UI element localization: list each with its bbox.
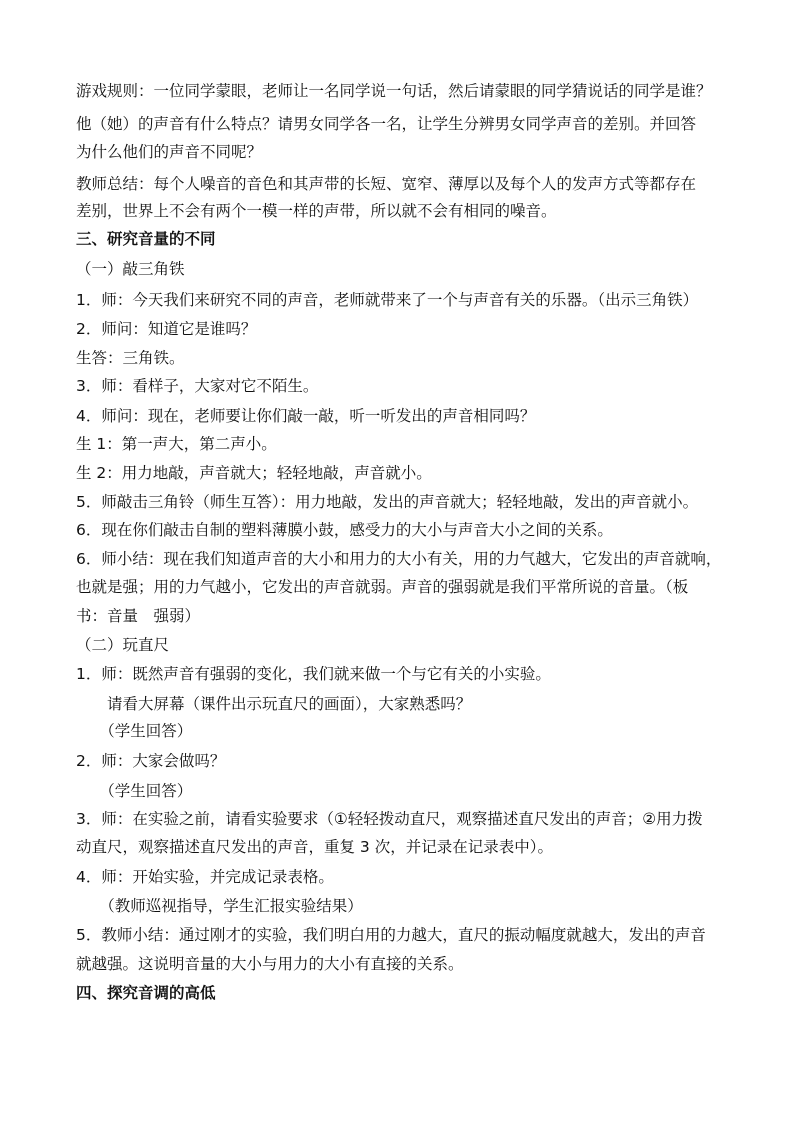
- text-line: 生 1：第一声大，第二声小。: [76, 435, 277, 453]
- text-line: 请看大屏幕（课件出示玩直尺的画面），大家熟悉吗？: [76, 695, 472, 713]
- text-line: 4．师：开始实验，并完成记录表格。: [76, 868, 334, 886]
- text-line: 就越强。这说明音量的大小与用力的大小有直接的关系。: [76, 955, 464, 973]
- text-line: 生答：三角铁。: [76, 349, 185, 367]
- text-line: 1．师：既然声音有强弱的变化，我们就来做一个与它有关的小实验。: [76, 665, 551, 683]
- text-line: （教师巡视指导，学生汇报实验结果）: [76, 897, 363, 915]
- text-line: 他（她）的声音有什么特点？请男女同学各一名，让学生分辨男女同学声音的差别。并回答: [76, 115, 697, 133]
- text-line: 教师总结：每个人噪音的音色和其声带的长短、宽窄、薄厚以及每个人的发声方式等都存在: [76, 175, 697, 193]
- text-line: 6．现在你们敲击自制的塑料薄膜小鼓，感受力的大小与声音大小之间的关系。: [76, 521, 613, 539]
- text-line: （学生回答）: [76, 782, 193, 800]
- text-line: 5．师敲击三角铃（师生互答）：用力地敲，发出的声音就大；轻轻地敲，发出的声音就小。: [76, 493, 699, 511]
- text-line: 4．师问：现在，老师要让你们敲一敲，听一听发出的声音相同吗？: [76, 407, 536, 425]
- text-line: （二）玩直尺: [76, 636, 170, 654]
- text-line: 5．教师小结：通过刚才的实验，我们明白用的力越大，直尺的振动幅度就越大，发出的声音: [76, 926, 706, 944]
- text-line: 也就是强；用的力气越小，它发出的声音就弱。声音的强弱就是我们平常所说的音量。（板: [76, 578, 689, 596]
- text-line: 为什么他们的声音不同呢？: [76, 143, 263, 161]
- text-line: 3．师：在实验之前，请看实验要求（①轻轻拨动直尺，观察描述直尺发出的声音；②用力拨: [76, 810, 703, 828]
- section-heading: 三、研究音量的不同: [76, 230, 216, 248]
- text-line: 2．师：大家会做吗？: [76, 752, 226, 770]
- text-line: 2．师问：知道它是谁吗？: [76, 320, 257, 338]
- text-line: 3．师：看样子，大家对它不陌生。: [76, 377, 319, 395]
- text-line: 生 2：用力地敲，声音就大；轻轻地敲，声音就小。: [76, 464, 432, 482]
- text-line: （学生回答）: [76, 722, 193, 740]
- text-line: 差别，世界上不会有两个一模一样的声带，所以就不会有相同的噪音。: [76, 202, 557, 220]
- section-heading: 四、探究音调的高低: [76, 984, 216, 1002]
- text-line: 6．师小结：现在我们知道声音的大小和用力的大小有关，用的力气越大，它发出的声音就响，: [76, 550, 722, 568]
- text-line: （一）敲三角铁: [76, 260, 185, 278]
- text-line: 动直尺，观察描述直尺发出的声音，重复 3 次，并记录在记录表中）。: [76, 838, 553, 856]
- text-line: 1．师：今天我们来研究不同的声音，老师就带来了一个与声音有关的乐器。（出示三角铁）: [76, 291, 699, 309]
- text-line: 游戏规则：一位同学蒙眼，老师让一名同学说一句话，然后请蒙眼的同学猜说话的同学是谁？: [76, 82, 712, 100]
- text-line: 书：音量 强弱）: [76, 607, 201, 625]
